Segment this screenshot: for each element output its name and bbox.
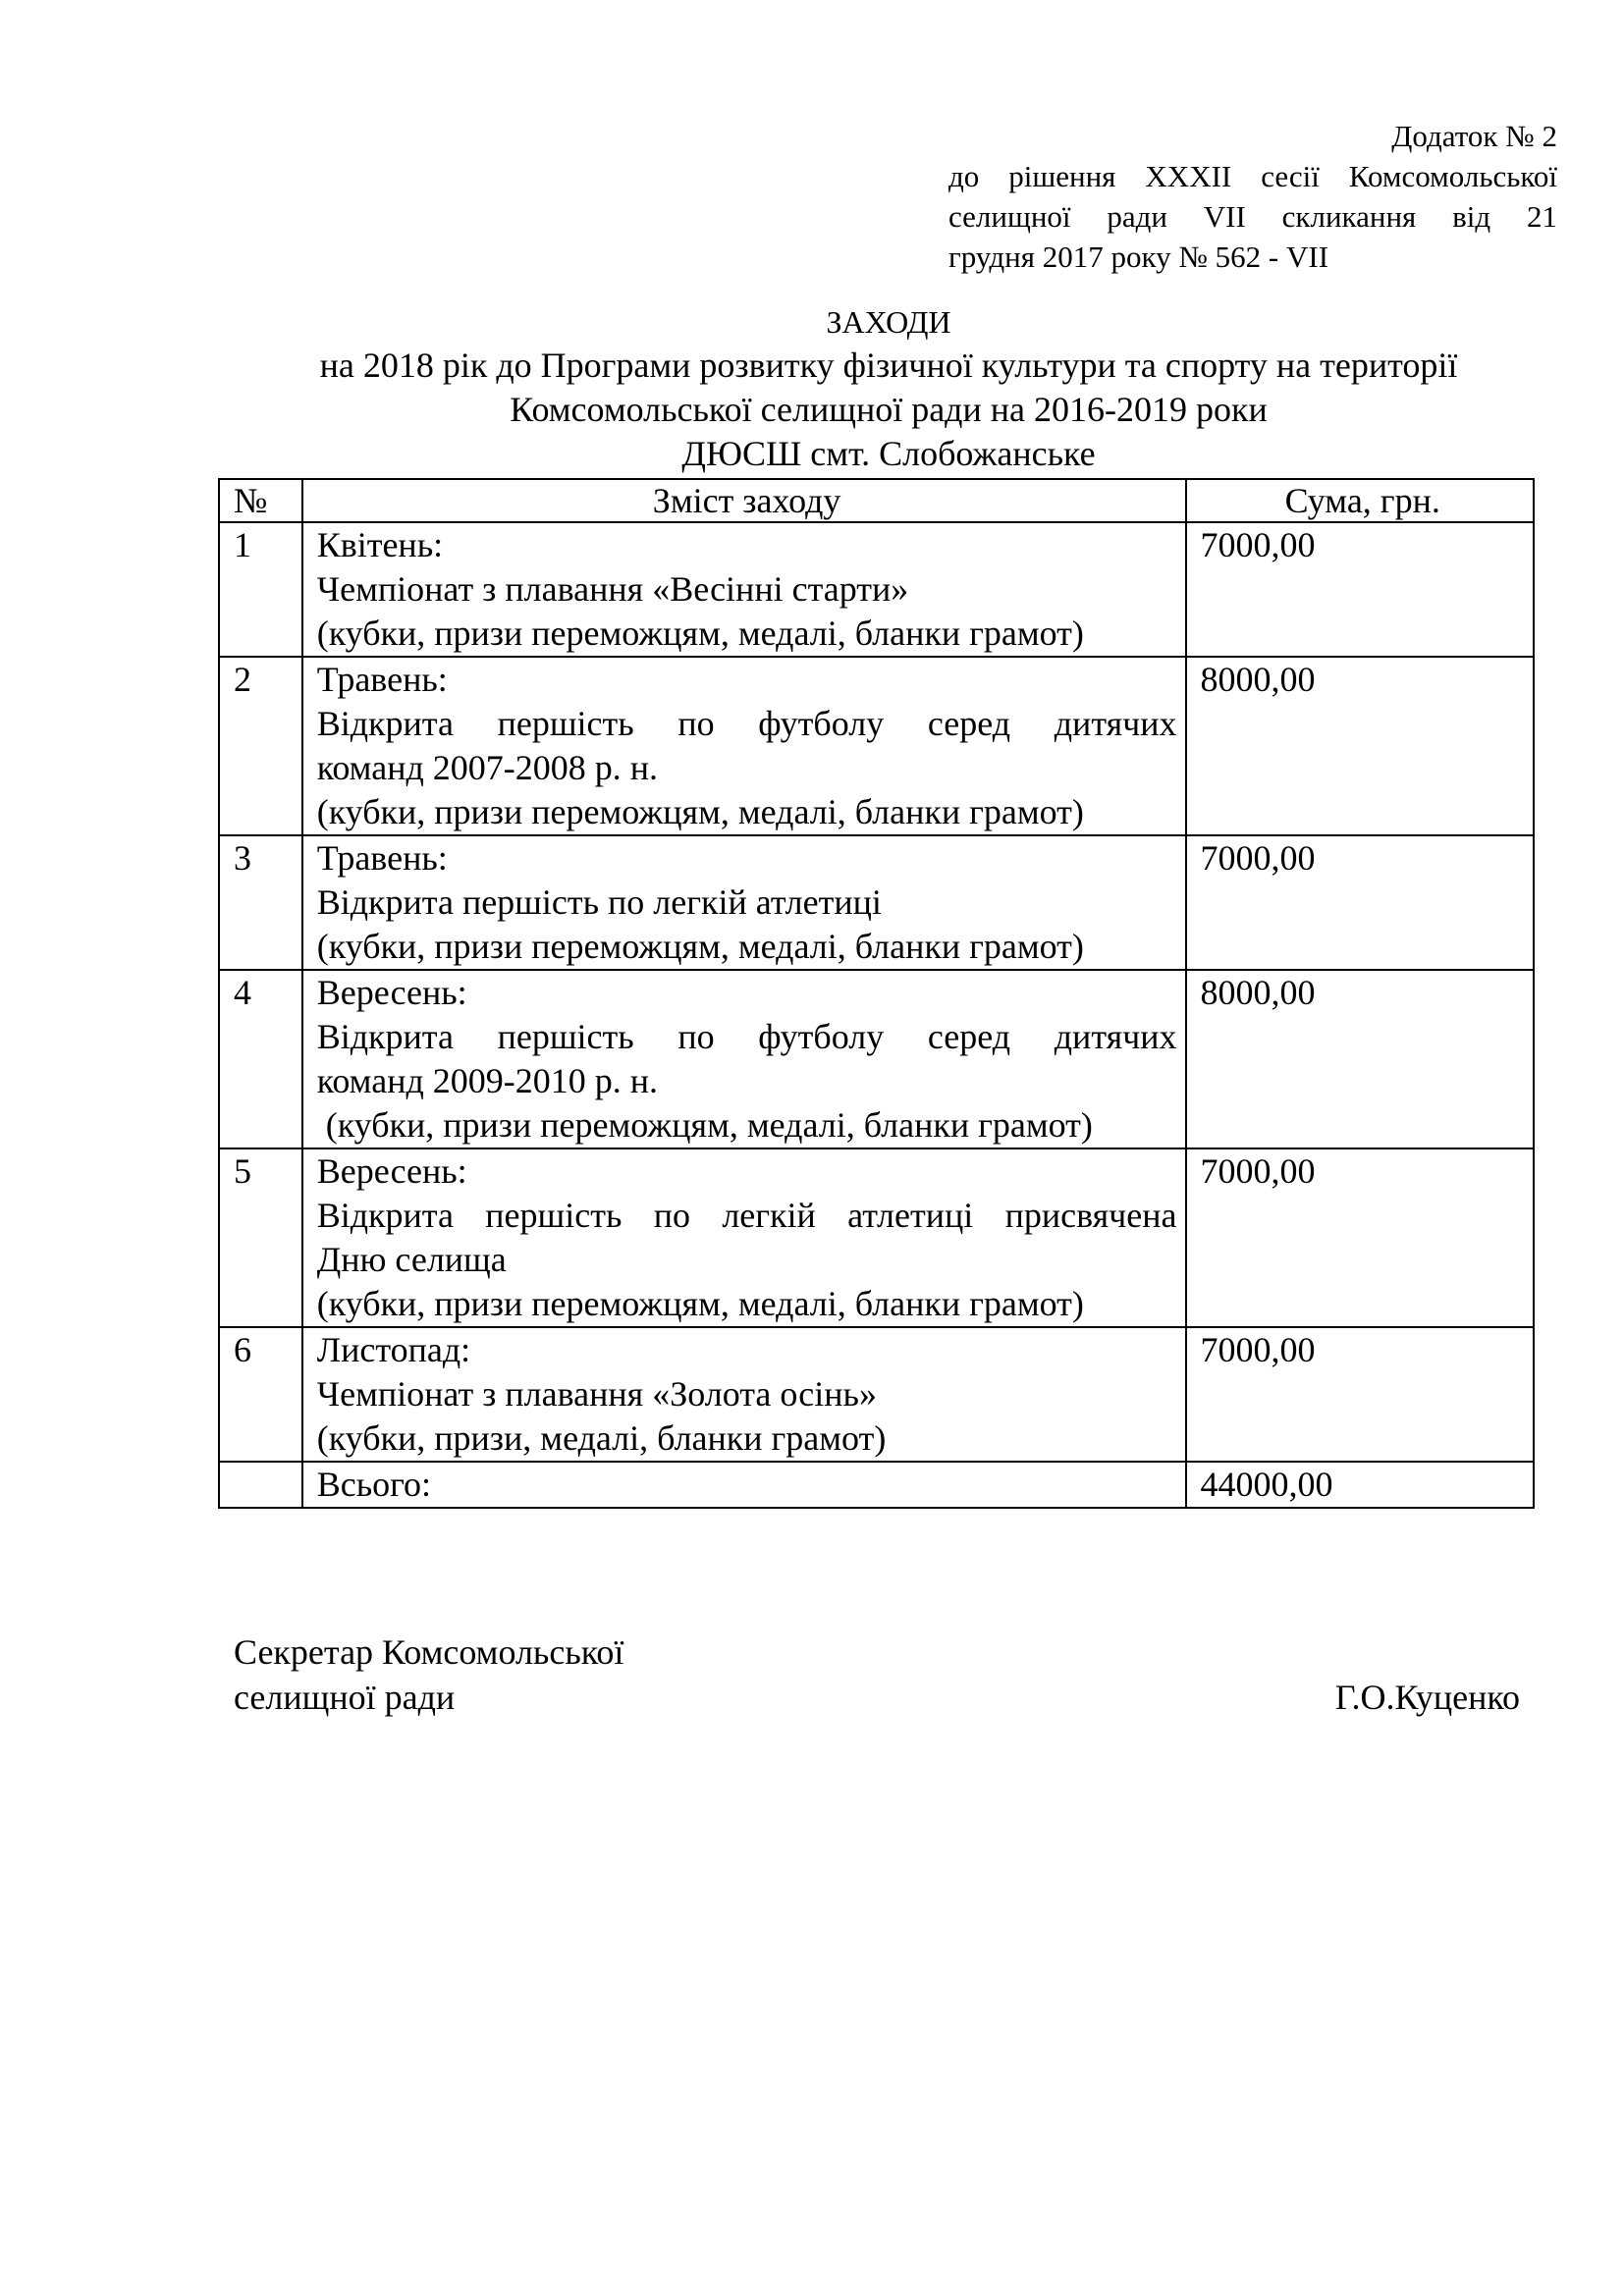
row-sum: 7000,00 bbox=[1186, 1148, 1534, 1327]
row-number: 3 bbox=[219, 835, 302, 970]
row-content bbox=[302, 1148, 1186, 1327]
row-event-cont: команд 2007-2008 р. н. bbox=[316, 748, 659, 787]
table-total-row bbox=[219, 1462, 1534, 1508]
row-event-cont: Дню селища bbox=[316, 1240, 507, 1279]
row-month: Травень: bbox=[316, 838, 448, 878]
row-event-cont: команд 2009-2010 р. н. bbox=[316, 1061, 659, 1100]
title-program-line: на 2018 рік до Програми розвитку фізичної культури та спорту на території bbox=[319, 346, 1458, 385]
table-row bbox=[219, 522, 1534, 657]
row-number: 4 bbox=[219, 970, 302, 1148]
row-details: (кубки, призи, медалі, бланки грамот) bbox=[316, 1418, 887, 1458]
total-sum: 44000,00 bbox=[1186, 1462, 1534, 1508]
header-number: № bbox=[219, 479, 302, 522]
annex-number: Додаток № 2 bbox=[1391, 119, 1557, 153]
row-event: Відкрита першість по футболу серед дитячих bbox=[316, 704, 1177, 743]
table-row bbox=[219, 970, 1534, 1148]
row-event: Відкрита першість по футболу серед дитячих bbox=[316, 1017, 1177, 1056]
row-details: (кубки, призи переможцям, медалі, бланки грамот) bbox=[316, 614, 1084, 653]
annex-decision-line: до рішення XXXII сесії Комсомольської bbox=[948, 159, 1557, 193]
row-month: Квітень: bbox=[316, 525, 444, 564]
title-council-line: Комсомольської селищної ради на 2016-2019 роки bbox=[510, 390, 1268, 429]
row-content bbox=[302, 1327, 1186, 1462]
row-content bbox=[302, 970, 1186, 1148]
total-number-empty bbox=[219, 1462, 302, 1508]
signatory-position-line2: селищної ради bbox=[234, 1678, 456, 1717]
row-sum: 7000,00 bbox=[1186, 522, 1534, 657]
row-details: (кубки, призи переможцям, медалі, бланки грамот) bbox=[316, 927, 1084, 966]
table-row bbox=[219, 1327, 1534, 1462]
row-sum: 7000,00 bbox=[1186, 1327, 1534, 1462]
annex-date-line: грудня 2017 року № 562 - VII bbox=[948, 240, 1329, 274]
annex-council-line: селищної ради VII скликання від 21 bbox=[948, 199, 1557, 234]
row-content bbox=[302, 522, 1186, 657]
table-row bbox=[219, 835, 1534, 970]
signature-block bbox=[234, 1629, 1520, 1720]
row-sum: 8000,00 bbox=[1186, 970, 1534, 1148]
title-school-line: ДЮСШ смт. Слобожанське bbox=[681, 434, 1096, 473]
row-event: Чемпіонат з плавання «Золота осінь» bbox=[316, 1374, 877, 1414]
row-event: Відкрита першість по легкій атлетиці bbox=[316, 882, 882, 922]
row-details: (кубки, призи переможцям, медалі, бланки грамот) bbox=[316, 1284, 1084, 1323]
row-month: Вересень: bbox=[316, 973, 467, 1012]
row-month: Листопад: bbox=[316, 1330, 471, 1369]
signatory-name: Г.О.Куценко bbox=[1334, 1678, 1520, 1717]
row-number: 5 bbox=[219, 1148, 302, 1327]
table-header-row bbox=[219, 479, 1534, 522]
signatory-position-line1: Секретар Комсомольської bbox=[234, 1632, 624, 1672]
table-row bbox=[219, 657, 1534, 835]
row-content bbox=[302, 835, 1186, 970]
title-heading: ЗАХОДИ bbox=[826, 304, 951, 340]
row-sum: 8000,00 bbox=[1186, 657, 1534, 835]
table-row bbox=[219, 1148, 1534, 1327]
row-event: Чемпіонат з плавання «Весінні старти» bbox=[316, 569, 909, 609]
row-details: (кубки, призи переможцям, медалі, бланки грамот) bbox=[316, 792, 1084, 831]
row-event: Відкрита першість по легкій атлетиці присвячена bbox=[316, 1196, 1177, 1235]
row-details: (кубки, призи переможцям, медалі, бланки грамот) bbox=[316, 1105, 1093, 1145]
row-sum: 7000,00 bbox=[1186, 835, 1534, 970]
row-number: 6 bbox=[219, 1327, 302, 1462]
row-content bbox=[302, 657, 1186, 835]
row-month: Вересень: bbox=[316, 1151, 467, 1191]
row-number: 1 bbox=[219, 522, 302, 657]
annex-block bbox=[948, 116, 1557, 277]
row-month: Травень: bbox=[316, 660, 448, 699]
row-number: 2 bbox=[219, 657, 302, 835]
measures-table bbox=[218, 478, 1535, 1509]
document-title bbox=[216, 300, 1561, 476]
header-content: Зміст заходу bbox=[302, 479, 1186, 522]
header-sum: Сума, грн. bbox=[1186, 479, 1534, 522]
total-label: Всього: bbox=[302, 1462, 1186, 1508]
